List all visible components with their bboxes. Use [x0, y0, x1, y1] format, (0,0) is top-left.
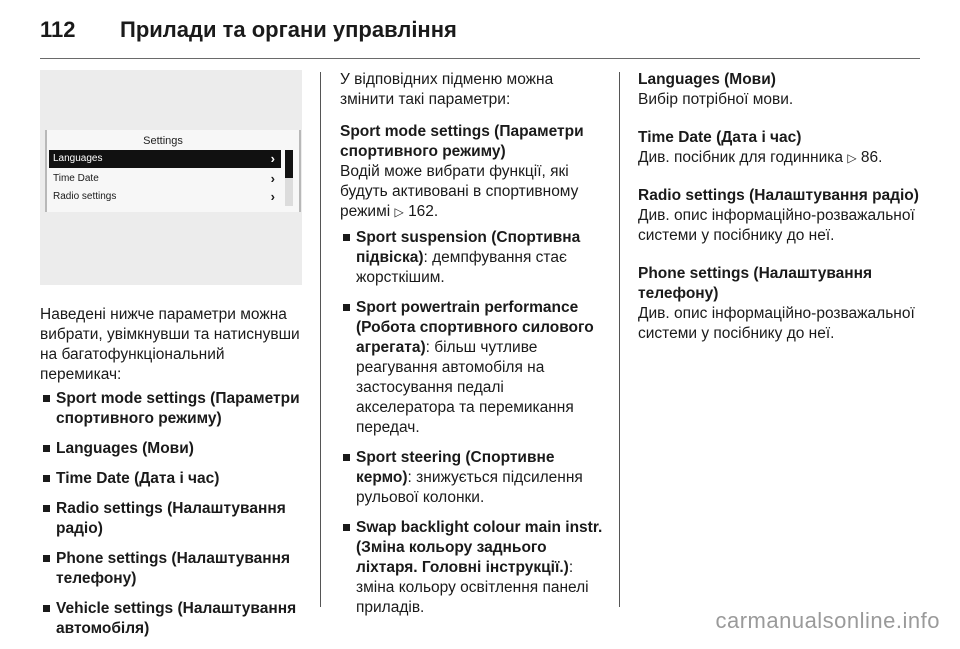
section-text: Див. опис інформаційно-розважальної системи у посібнику до неї. — [638, 207, 915, 244]
column-divider-1 — [320, 72, 321, 607]
reference-arrow-icon: ▷ — [847, 151, 857, 165]
section-text: Див. опис інформаційно-розважальної системи у посібнику до неї. — [638, 305, 915, 342]
chevron-right-icon: › — [270, 189, 275, 204]
screen-row-time-date: Time Date › — [49, 170, 281, 188]
column-3 — [638, 70, 920, 362]
watermark: carmanualsonline.info — [715, 608, 940, 633]
screen-row-radio-settings: Radio settings › — [49, 188, 281, 206]
chevron-right-icon: › — [270, 151, 275, 166]
chevron-right-icon: › — [270, 171, 275, 186]
sport-options-list — [340, 228, 604, 618]
intro-text: Наведені нижче параметри можна вибрати, увімкнувши та натиснувши на багатофункціональний перемикач: — [40, 306, 300, 383]
page-title: Прилади та органи управління — [120, 17, 457, 42]
section-text: Вибір потрібної мови. — [638, 91, 794, 108]
page-header — [40, 10, 920, 50]
list-item: Sport mode settings (Параметри спортивного режиму) — [40, 389, 302, 429]
section-heading: Sport mode settings (Параметри спортивного режиму) — [340, 123, 584, 160]
section-text: Див. посібник для годинника ▷ 86. — [638, 149, 883, 166]
section-heading: Phone settings (Налаштування телефону) — [638, 265, 873, 302]
list-item: Sport suspension (Спортивна підвіска): демпфування стає жорсткішим. — [340, 228, 604, 288]
header-divider — [40, 58, 920, 59]
reference-arrow-icon: ▷ — [394, 205, 404, 219]
list-item: Radio settings (Налаштування радіо) — [40, 499, 302, 539]
list-item: Languages (Мови) — [40, 439, 302, 459]
section-heading: Languages (Мови) — [638, 71, 776, 88]
list-item: Swap backlight colour main instr. (Зміна кольору заднього ліхтаря. Головні інструкції.): зміна кольору освітлення панелі приладів. — [340, 518, 604, 618]
screen-title: Settings — [143, 135, 183, 147]
column-2 — [340, 70, 604, 628]
section-heading: Time Date (Дата і час) — [638, 129, 802, 146]
column-1 — [40, 70, 302, 649]
list-item: Vehicle settings (Налаштування автомобіля) — [40, 599, 302, 639]
list-item: Sport powertrain performance (Робота спортивного силового агрегата): більш чутливе реагування автомобіля на застосування педалі акселератора та перемикання передач. — [340, 298, 604, 438]
screen-row-languages: Languages › — [49, 150, 281, 168]
section-phone-settings — [638, 264, 920, 344]
screen-scroll-thumb — [285, 150, 293, 178]
list-item: Time Date (Дата і час) — [40, 469, 302, 489]
section-time-date — [638, 128, 920, 168]
column-divider-2 — [619, 72, 620, 607]
settings-list — [40, 389, 302, 639]
section-radio-settings — [638, 186, 920, 246]
list-item: Sport steering (Спортивне кермо): знижується підсилення рульової колонки. — [340, 448, 604, 508]
section-description: Водій може вибрати функції, які будуть активовані в спортивному режимі ▷ 162. — [340, 163, 579, 220]
list-item: Phone settings (Налаштування телефону) — [40, 549, 302, 589]
display-screen — [45, 130, 301, 212]
section-languages — [638, 70, 920, 110]
settings-screen-illustration — [40, 70, 302, 285]
submenu-intro: У відповідних підменю можна змінити такі параметри: — [340, 71, 554, 108]
page-number: 112 — [40, 17, 76, 42]
section-heading: Radio settings (Налаштування радіо) — [638, 187, 919, 204]
